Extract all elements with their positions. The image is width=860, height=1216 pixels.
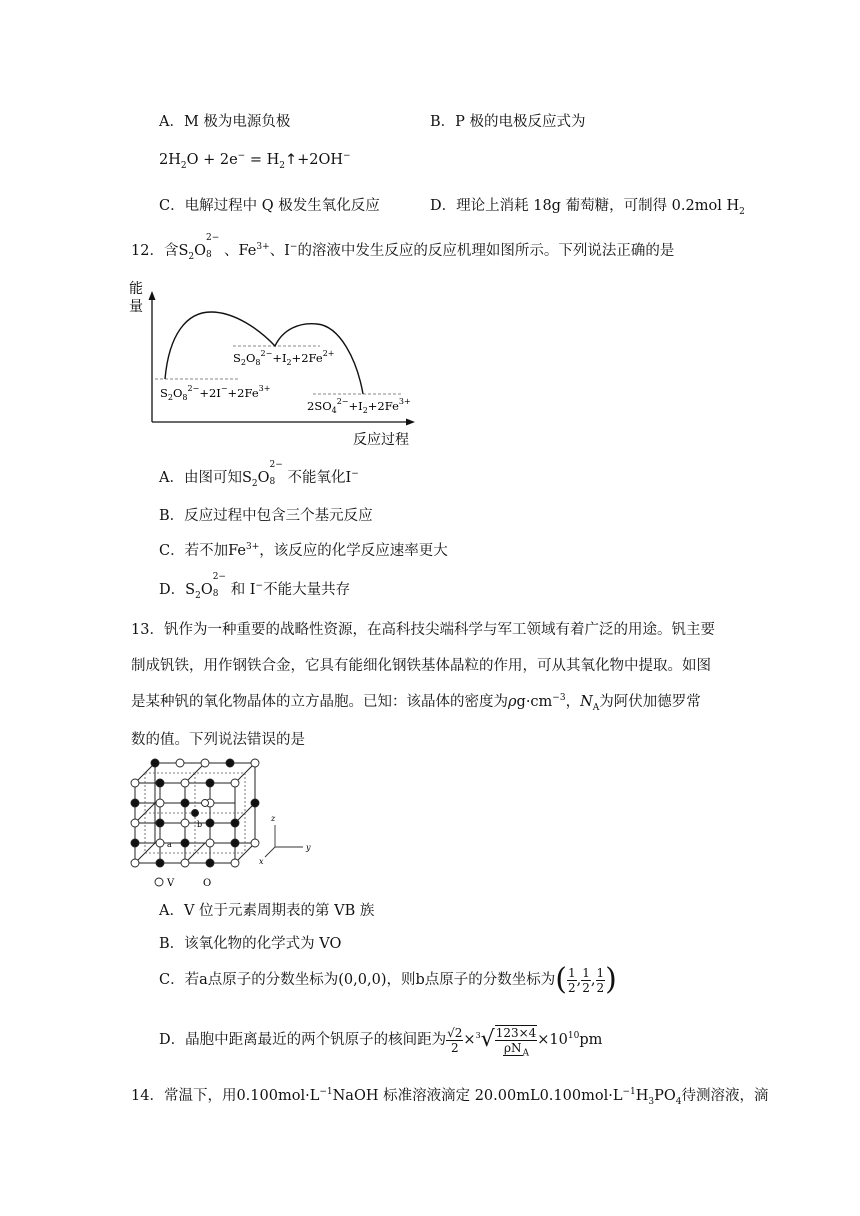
q13-stem-line-1: 13．钒作为一种重要的战略性资源，在高科技尖端科学与军工领域有着广泛的用途。钒主要	[131, 622, 715, 638]
q13-option-b: B．该氧化物的化学式为 VO	[159, 936, 342, 952]
energy-profile-diagram	[125, 274, 425, 454]
axis-triad	[265, 825, 303, 857]
q14-stem-line-1: 14．常温下，用$0.100mol\cdot L^{-1}NaOH$ 标准溶液滴定 $20.00mL0.100mol\cdot L^{-1}H_3PO_4$待测溶液，滴	[131, 1087, 769, 1107]
q13-stem-line-3: 是某种钒的氧化物晶体的立方晶胞。已知：该晶体的密度为$\rho g\cdot cm^{-3}$，$N_A$为阿伏加德罗常	[131, 693, 701, 713]
q11-option-a: A．M 极为电源负极	[159, 114, 291, 130]
q11-option-b: B．P 极的电极反应式为	[430, 114, 586, 130]
q13-stem-line-4: 数的值。下列说法错误的是	[131, 732, 305, 748]
final-state-label: $2SO_4^{2-}+I_2+2Fe^{3+}$	[307, 397, 411, 415]
q13-stem-line-2: 制成钒铁，用作钢铁合金，它具有能细化钢铁基体晶粒的作用，可从其氧化物中提取。如图	[131, 658, 711, 674]
x-axis-arrow	[406, 419, 415, 426]
legend-o-label: O	[203, 878, 212, 889]
crystal-unit-cell-diagram	[125, 757, 325, 892]
y-axis-arrow	[149, 291, 156, 300]
z-axis-label: z	[271, 814, 276, 823]
q13-option-c: C．若a点原子的分数坐标为(0,0,0)，则b点原子的分数坐标为( $\frac{1}{2}$ , $\frac{1}{2}$ , $\frac{1}{2}$ )	[159, 962, 617, 997]
intermediate-state-label: $S_2O_8^{2-}+I_2+2Fe^{2+}$	[233, 349, 335, 367]
q13-option-a: A．V 位于元素周期表的第 VB 族	[159, 903, 375, 919]
q11-equation: $2H_2O + 2e^-$ = $H_2↑+2OH^-$	[159, 151, 351, 171]
q11-option-d: D．理论上消耗 18g 葡萄糖，可制得 0.2mol $H_2$	[430, 198, 745, 217]
initial-state-label: $S_2O_8^{2-}+2I^-+2Fe^{3+}$	[160, 384, 271, 402]
y-axis-label: y	[306, 843, 311, 852]
q12-option-c: C．若不加$Fe^{3+}$，该反应的化学反应速率更大	[159, 542, 448, 559]
q13-option-d: D．晶胞中距离最近的两个钒原子的核间距为 $\frac{√2}{2}$ ×$^3$√ $\frac{123\times 4}{\rho N_A}$ $\times 10^{10}pm$	[159, 1025, 603, 1059]
x-axis-label: 反应过程	[353, 432, 409, 448]
y-axis-label-2: 量	[129, 299, 143, 315]
y-axis-label: 能	[129, 281, 143, 297]
q11-option-c: C．电解过程中 Q 极发生氧化反应	[159, 198, 380, 214]
q12-option-a: A．由图可知$S_2O$ 2− 8 不能氧化I−	[159, 460, 359, 489]
q12-option-d: D．$S_2O$ 2− 8 和 I−不能大量共存	[159, 572, 351, 601]
q12-stem: 12．含$S_2O$ 2− 8 、$Fe^{3+}$、I−的溶液中发生反应的反应机理如图所示。下列说法正确的是	[131, 233, 675, 262]
legend-v-label: V	[167, 878, 175, 889]
x-axis-label: x	[259, 857, 264, 866]
atom-b-label: b	[197, 820, 203, 829]
q12-option-b: B．反应过程中包含三个基元反应	[159, 508, 373, 524]
legend-v-marker	[155, 878, 163, 886]
atom-a-label: a	[167, 840, 172, 849]
